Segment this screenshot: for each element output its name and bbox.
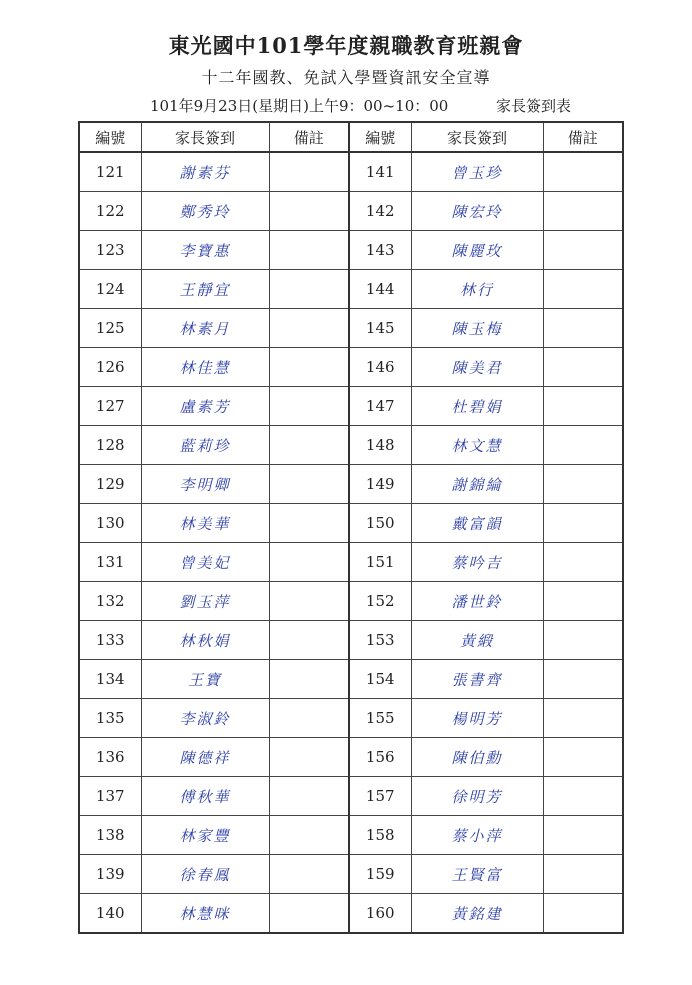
table-row bbox=[79, 894, 623, 934]
row-number: 137 bbox=[79, 777, 141, 816]
remark-cell bbox=[543, 582, 623, 621]
row-number: 128 bbox=[79, 426, 141, 465]
table-row bbox=[79, 621, 623, 660]
parent-signature: 曾美妃 bbox=[141, 543, 269, 582]
parent-signature: 李寶惠 bbox=[141, 231, 269, 270]
remark-cell bbox=[269, 543, 349, 582]
row-number: 141 bbox=[349, 152, 411, 192]
remark-cell bbox=[543, 699, 623, 738]
remark-cell bbox=[269, 309, 349, 348]
remark-cell bbox=[269, 270, 349, 309]
row-number: 152 bbox=[349, 582, 411, 621]
remark-cell bbox=[543, 231, 623, 270]
remark-cell bbox=[269, 152, 349, 192]
table-row bbox=[79, 152, 623, 192]
column-header-signature-right: 家長簽到 bbox=[411, 122, 543, 152]
column-header-signature-left: 家長簽到 bbox=[141, 122, 269, 152]
row-number: 149 bbox=[349, 465, 411, 504]
remark-cell bbox=[543, 348, 623, 387]
parent-signature: 王賢富 bbox=[411, 855, 543, 894]
remark-cell bbox=[269, 426, 349, 465]
parent-signature: 林慧咪 bbox=[141, 894, 269, 934]
remark-cell bbox=[543, 387, 623, 426]
row-number: 146 bbox=[349, 348, 411, 387]
table-row bbox=[79, 309, 623, 348]
row-number: 135 bbox=[79, 699, 141, 738]
table-row bbox=[79, 816, 623, 855]
column-header-number-right: 編號 bbox=[349, 122, 411, 152]
parent-signature: 林家豐 bbox=[141, 816, 269, 855]
table-row bbox=[79, 699, 623, 738]
parent-signature: 黃銘建 bbox=[411, 894, 543, 934]
row-number: 150 bbox=[349, 504, 411, 543]
row-number: 156 bbox=[349, 738, 411, 777]
table-row bbox=[79, 192, 623, 231]
table-row bbox=[79, 465, 623, 504]
table-row bbox=[79, 348, 623, 387]
row-number: 130 bbox=[79, 504, 141, 543]
row-number: 159 bbox=[349, 855, 411, 894]
parent-signature: 張書齊 bbox=[411, 660, 543, 699]
row-number: 121 bbox=[79, 152, 141, 192]
remark-cell bbox=[269, 855, 349, 894]
column-header-note-right: 備註 bbox=[543, 122, 623, 152]
parent-signature: 林佳慧 bbox=[141, 348, 269, 387]
row-number: 142 bbox=[349, 192, 411, 231]
parent-signature: 潘世鈴 bbox=[411, 582, 543, 621]
parent-signature: 林行 bbox=[411, 270, 543, 309]
parent-signature: 林素月 bbox=[141, 309, 269, 348]
parent-signature: 陳伯勳 bbox=[411, 738, 543, 777]
remark-cell bbox=[269, 387, 349, 426]
table-row bbox=[79, 738, 623, 777]
table-row bbox=[79, 231, 623, 270]
parent-signature: 徐明芳 bbox=[411, 777, 543, 816]
parent-signature: 曾玉珍 bbox=[411, 152, 543, 192]
row-number: 154 bbox=[349, 660, 411, 699]
remark-cell bbox=[543, 152, 623, 192]
table-row bbox=[79, 543, 623, 582]
table-row bbox=[79, 660, 623, 699]
parent-signature: 盧素芳 bbox=[141, 387, 269, 426]
parent-signature: 謝素芬 bbox=[141, 152, 269, 192]
row-number: 127 bbox=[79, 387, 141, 426]
parent-signature: 謝錦綸 bbox=[411, 465, 543, 504]
parent-signature: 黃緞 bbox=[411, 621, 543, 660]
parent-signature: 王靜宜 bbox=[141, 270, 269, 309]
row-number: 131 bbox=[79, 543, 141, 582]
parent-signature: 陳宏玲 bbox=[411, 192, 543, 231]
row-number: 155 bbox=[349, 699, 411, 738]
row-number: 126 bbox=[79, 348, 141, 387]
row-number: 122 bbox=[79, 192, 141, 231]
parent-signature: 蔡吟吉 bbox=[411, 543, 543, 582]
parent-signature: 傅秋華 bbox=[141, 777, 269, 816]
document-title: 東光國中101學年度親職教育班親會 bbox=[168, 33, 524, 58]
remark-cell bbox=[543, 465, 623, 504]
remark-cell bbox=[543, 426, 623, 465]
remark-cell bbox=[543, 816, 623, 855]
parent-signature: 林秋娟 bbox=[141, 621, 269, 660]
remark-cell bbox=[269, 699, 349, 738]
parent-signature: 楊明芳 bbox=[411, 699, 543, 738]
remark-cell bbox=[269, 231, 349, 270]
row-number: 158 bbox=[349, 816, 411, 855]
event-date-time: 101年9月23日(星期日)上午9：00~10：00 bbox=[150, 97, 449, 115]
row-number: 123 bbox=[79, 231, 141, 270]
row-number: 139 bbox=[79, 855, 141, 894]
table-row bbox=[79, 777, 623, 816]
form-name: 家長簽到表 bbox=[496, 97, 572, 115]
remark-cell bbox=[269, 777, 349, 816]
row-number: 133 bbox=[79, 621, 141, 660]
parent-signature: 杜碧娟 bbox=[411, 387, 543, 426]
row-number: 136 bbox=[79, 738, 141, 777]
row-number: 125 bbox=[79, 309, 141, 348]
parent-signature: 劉玉萍 bbox=[141, 582, 269, 621]
remark-cell bbox=[269, 192, 349, 231]
row-number: 153 bbox=[349, 621, 411, 660]
remark-cell bbox=[543, 309, 623, 348]
row-number: 138 bbox=[79, 816, 141, 855]
column-header-note-left: 備註 bbox=[269, 122, 349, 152]
parent-signature: 林美華 bbox=[141, 504, 269, 543]
remark-cell bbox=[543, 504, 623, 543]
remark-cell bbox=[543, 777, 623, 816]
remark-cell bbox=[543, 192, 623, 231]
remark-cell bbox=[269, 504, 349, 543]
row-number: 145 bbox=[349, 309, 411, 348]
row-number: 129 bbox=[79, 465, 141, 504]
parent-signature: 蔡小萍 bbox=[411, 816, 543, 855]
row-number: 144 bbox=[349, 270, 411, 309]
remark-cell bbox=[269, 465, 349, 504]
remark-cell bbox=[269, 660, 349, 699]
row-number: 134 bbox=[79, 660, 141, 699]
remark-cell bbox=[269, 582, 349, 621]
parent-signature: 陳玉梅 bbox=[411, 309, 543, 348]
row-number: 143 bbox=[349, 231, 411, 270]
remark-cell bbox=[543, 738, 623, 777]
parent-signature: 戴富韻 bbox=[411, 504, 543, 543]
table-row bbox=[79, 426, 623, 465]
table-row bbox=[79, 270, 623, 309]
parent-signature: 李明卿 bbox=[141, 465, 269, 504]
parent-signature: 鄭秀玲 bbox=[141, 192, 269, 231]
remark-cell bbox=[543, 855, 623, 894]
parent-signature: 林文慧 bbox=[411, 426, 543, 465]
table-row bbox=[79, 582, 623, 621]
row-number: 147 bbox=[349, 387, 411, 426]
parent-signature: 李淑鈴 bbox=[141, 699, 269, 738]
parent-signature: 陳美君 bbox=[411, 348, 543, 387]
parent-signature: 陳德祥 bbox=[141, 738, 269, 777]
remark-cell bbox=[269, 621, 349, 660]
remark-cell bbox=[543, 621, 623, 660]
table-header-row bbox=[79, 122, 623, 152]
table-row bbox=[79, 387, 623, 426]
parent-signature: 王寶 bbox=[141, 660, 269, 699]
remark-cell bbox=[543, 894, 623, 934]
row-number: 148 bbox=[349, 426, 411, 465]
remark-cell bbox=[269, 348, 349, 387]
column-header-number-left: 編號 bbox=[79, 122, 141, 152]
remark-cell bbox=[543, 660, 623, 699]
row-number: 160 bbox=[349, 894, 411, 934]
row-number: 140 bbox=[79, 894, 141, 934]
row-number: 124 bbox=[79, 270, 141, 309]
table-row bbox=[79, 855, 623, 894]
signin-table bbox=[78, 121, 624, 934]
table-row bbox=[79, 504, 623, 543]
remark-cell bbox=[543, 270, 623, 309]
remark-cell bbox=[543, 543, 623, 582]
parent-signature: 徐春鳳 bbox=[141, 855, 269, 894]
document-subtitle: 十二年國教、免試入學暨資訊安全宣導 bbox=[201, 68, 491, 87]
parent-signature: 藍莉珍 bbox=[141, 426, 269, 465]
remark-cell bbox=[269, 738, 349, 777]
row-number: 132 bbox=[79, 582, 141, 621]
remark-cell bbox=[269, 894, 349, 934]
parent-signature: 陳麗玫 bbox=[411, 231, 543, 270]
row-number: 151 bbox=[349, 543, 411, 582]
row-number: 157 bbox=[349, 777, 411, 816]
remark-cell bbox=[269, 816, 349, 855]
